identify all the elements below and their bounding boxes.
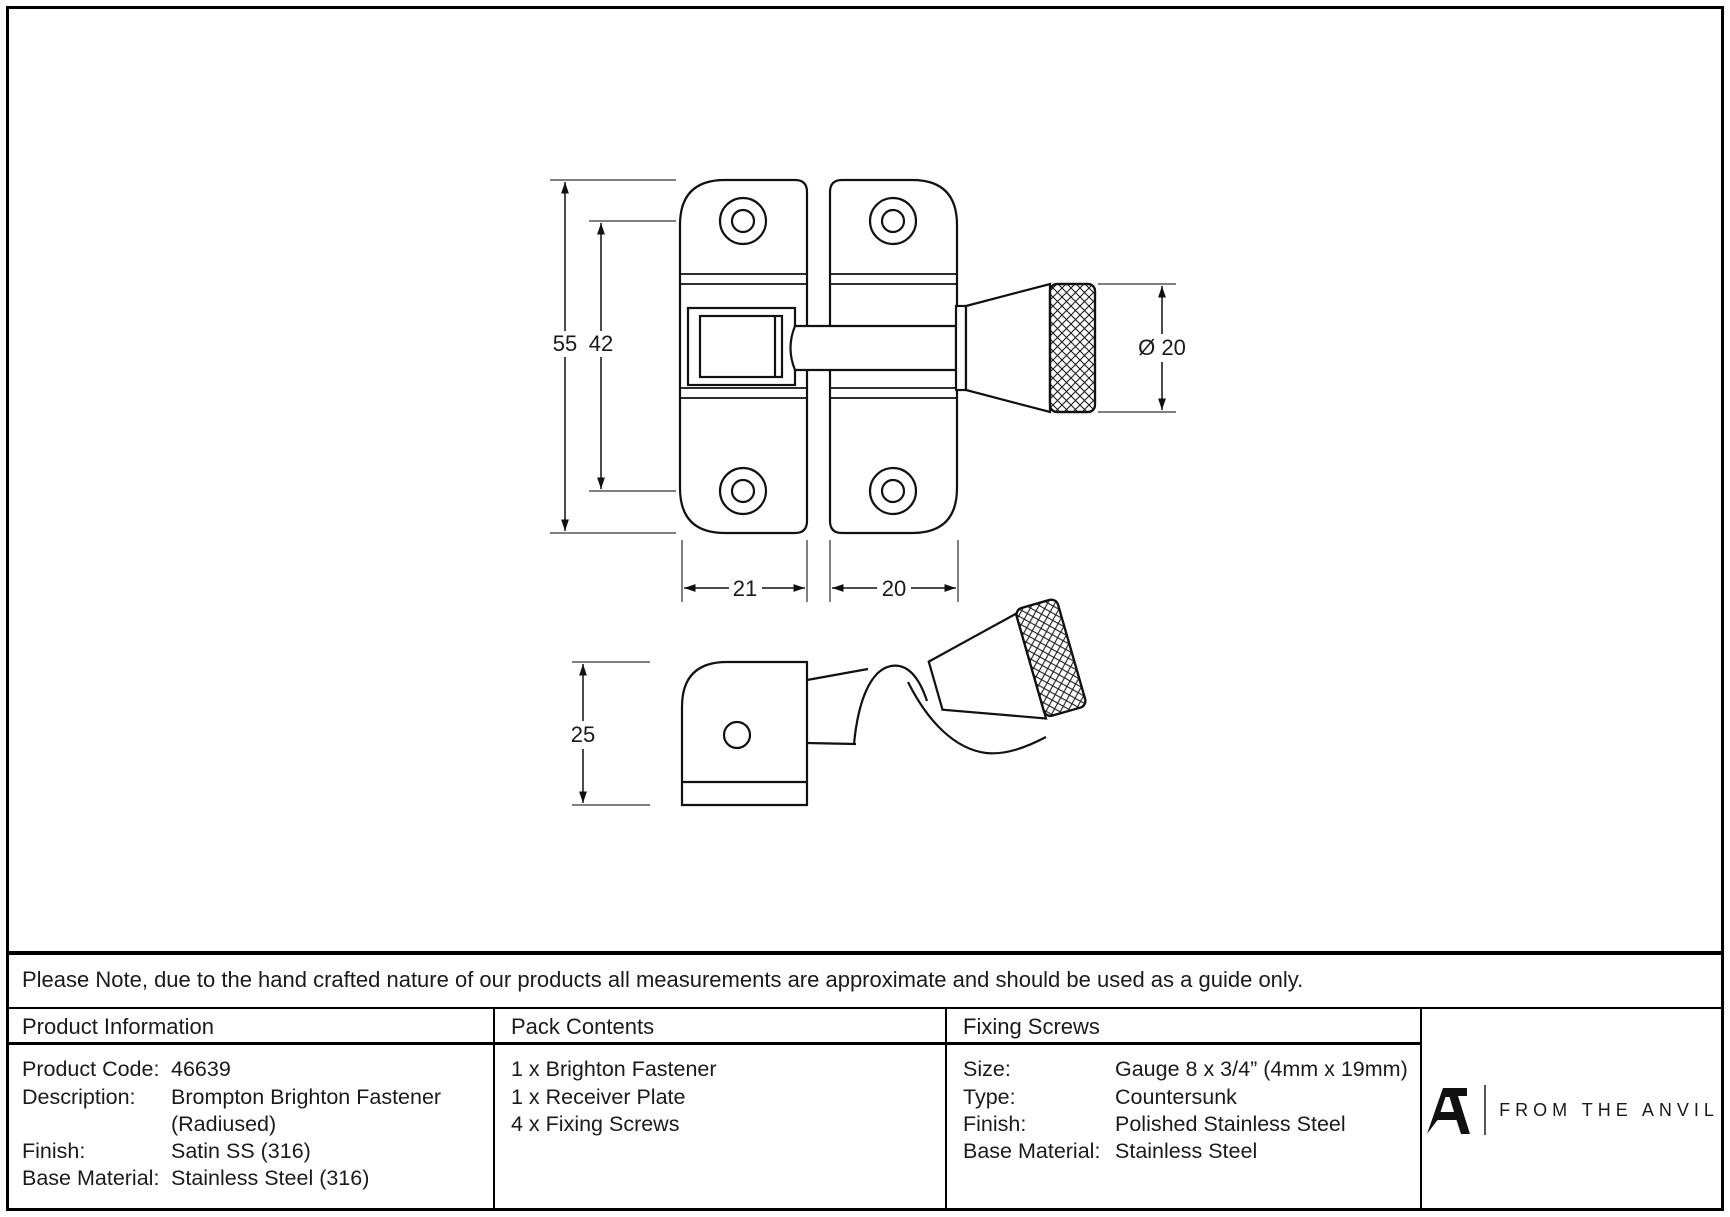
knob-collar	[956, 306, 966, 390]
row-label: Finish:	[22, 1139, 86, 1163]
fixing-screws-header: Fixing Screws	[963, 1014, 1100, 1039]
row-label: Base Material:	[22, 1166, 160, 1190]
fastener-side-view	[682, 598, 1087, 805]
logo-divider	[1484, 1085, 1486, 1135]
table-row	[22, 1112, 276, 1137]
row-value: Countersunk	[1115, 1085, 1237, 1109]
latch-channel	[688, 308, 795, 385]
header-underline	[6, 1042, 1420, 1045]
row-value: Stainless Steel (316)	[171, 1166, 370, 1190]
pack-item: 1 x Receiver Plate	[511, 1085, 686, 1109]
table-row	[963, 1085, 1237, 1110]
row-label: Base Material:	[963, 1139, 1101, 1163]
side-plate-block	[682, 662, 807, 805]
dim-25: 25	[570, 722, 596, 747]
pivot-dome	[854, 666, 927, 744]
pack-item: 1 x Brighton Fastener	[511, 1057, 717, 1081]
pack-item: 4 x Fixing Screws	[511, 1112, 680, 1136]
row-value: Gauge 8 x 3/4” (4mm x 19mm)	[1115, 1057, 1408, 1081]
dim-21: 21	[732, 576, 758, 601]
anvil-a-icon	[1425, 1085, 1471, 1135]
fastener-front-view	[680, 180, 1095, 533]
row-label: Description:	[22, 1085, 136, 1109]
dim-42: 42	[588, 331, 614, 356]
table-row	[22, 1166, 369, 1191]
row-label: Finish:	[963, 1112, 1027, 1136]
dim-dia-20: Ø 20	[1138, 335, 1186, 360]
pack-contents-header: Pack Contents	[511, 1014, 655, 1039]
knurled-knob	[1050, 284, 1095, 412]
note-bottom-border	[6, 1007, 1724, 1009]
row-value: Polished Stainless Steel	[1115, 1112, 1346, 1136]
row-value: Satin SS (316)	[171, 1139, 311, 1163]
knob-cone	[966, 284, 1050, 412]
row-value: Brompton Brighton Fastener	[171, 1085, 442, 1109]
table-row	[22, 1057, 231, 1082]
drawing-box-bottom-border	[6, 951, 1724, 955]
table-row	[22, 1139, 311, 1164]
row-value: (Radiused)	[171, 1112, 277, 1136]
table-row	[963, 1057, 1408, 1082]
dim-55: 55	[552, 331, 578, 356]
brand-logo	[1420, 1072, 1724, 1148]
measurement-note: Please Note, due to the hand crafted nature of our products all measurements are approximate and should be used as a guide only.	[22, 967, 1304, 992]
spindle	[791, 326, 957, 370]
column-divider-2	[945, 1009, 947, 1211]
tilted-knurled-knob	[922, 598, 1088, 745]
table-row	[22, 1085, 441, 1110]
table-row	[963, 1139, 1257, 1164]
table-row	[963, 1112, 1346, 1137]
row-value: Stainless Steel	[1115, 1139, 1258, 1163]
brand-name: FROM THE ANVIL	[1499, 1099, 1719, 1120]
column-divider-1	[493, 1009, 495, 1211]
row-label: Size:	[963, 1057, 1011, 1081]
product-info-header: Product Information	[22, 1014, 214, 1039]
dim-20: 20	[881, 576, 907, 601]
row-value: 46639	[171, 1057, 231, 1081]
row-label: Product Code:	[22, 1057, 160, 1081]
row-label: Type:	[963, 1085, 1016, 1109]
